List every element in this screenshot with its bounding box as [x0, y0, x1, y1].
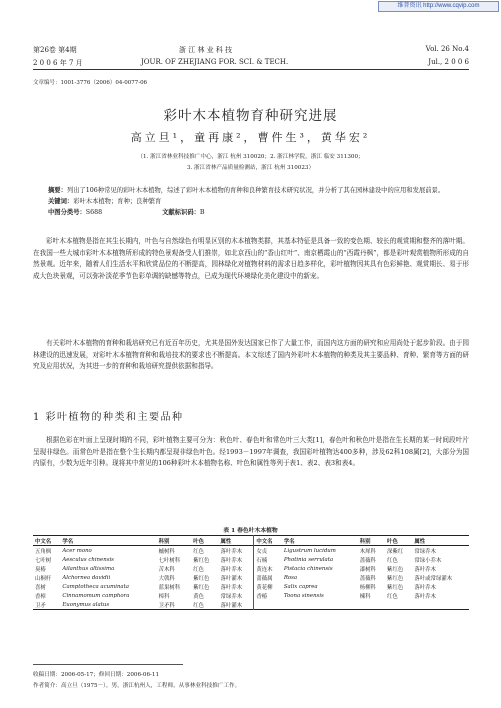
table-cell: 卫矛科 [158, 602, 175, 609]
table-cell: Cinnamomum camphora [62, 592, 130, 599]
col-header: 科别 [158, 538, 170, 545]
table-cell: 蔷薇科 [359, 575, 376, 582]
article-number: 文章编号：1001-3776（2006）04-0077-06 [33, 80, 148, 86]
abstract-text: 列出了106种常见的彩叶木本植物，综述了彩叶木本植物的育种和良种繁育技术研究状况，并分析了其在园林建设中的应用和发展前景。 [66, 187, 445, 194]
abstract [48, 185, 456, 196]
table-cell: 深紫红 [387, 548, 404, 555]
affiliation-line-1: （1. 浙江省林业科技推广中心，浙江 杭州 310020；2. 浙江林学院，浙江 临安 311300； [137, 154, 364, 160]
date-cn: 2 0 0 6 年 7 月 [33, 59, 83, 67]
table-cell: Aesculus chinensis [62, 556, 114, 563]
table-cell: 樟科 [158, 593, 170, 600]
table-cell [282, 600, 358, 610]
table-cell: 七叶树科 [158, 557, 181, 564]
table-cell: Ailanthus altissima [62, 565, 115, 572]
classification [48, 207, 456, 218]
volume-en: Vol. 26 No.4 [425, 45, 469, 53]
table-cell: 女贞 [254, 546, 282, 556]
table-header-row [33, 536, 469, 546]
table-cell: 杨柳科 [359, 584, 376, 591]
keywords [48, 196, 456, 207]
table-row [33, 591, 469, 600]
doc-code: B [199, 209, 205, 216]
table-cell: 红色 [193, 566, 204, 573]
affiliation-line-2: 3. 浙江省林产品质量检测站，浙江 杭州 310023） [186, 165, 315, 171]
footnote-rule [33, 664, 183, 665]
table-cell: 红色 [193, 602, 204, 609]
author-bio: 作者简介：高立旦（1975－），男，浙江杭州人，工程师，从事林业科技推广工作。 [33, 683, 241, 689]
table-cell: 紫红色 [387, 575, 404, 582]
table-cell: 常绿小乔木 [414, 557, 442, 564]
col-header: 中文名 [254, 536, 282, 546]
table-cell: 落叶灌木 [220, 575, 243, 582]
table-cell: 漆树科 [359, 566, 376, 573]
table-cell: 落叶乔木 [414, 584, 436, 591]
table-cell: 紫红色 [193, 557, 210, 564]
col-header: 学名 [62, 538, 74, 545]
table-cell: Alchornea davidii [62, 574, 111, 581]
table-cell: 紫红色 [193, 584, 210, 591]
header-rule [33, 69, 469, 70]
table-cell: Pistacia chinensis [283, 565, 333, 572]
table-cell: 七叶树 [35, 557, 52, 564]
table-cell: 黄连木 [254, 564, 282, 573]
table-cell: Euonymus alatus [62, 601, 110, 608]
table-cell: 臭椿 [35, 566, 46, 573]
table-cell: 落叶乔木 [220, 584, 243, 591]
journal-en: JOUR. OF ZHEJIANG FOR. SCI. & TECH. [141, 58, 289, 66]
table-cell: 喜树 [35, 584, 46, 591]
table-row [33, 573, 469, 582]
table-row [33, 546, 469, 556]
table-cell: 槭树科 [158, 548, 175, 555]
table-cell [254, 600, 282, 610]
table-cell: 木犀科 [359, 548, 376, 555]
table-row [33, 564, 469, 573]
table-cell: 蔷薇属 [254, 573, 282, 582]
table-cell: 红色 [387, 593, 398, 600]
table-1-caption: 表 1 春色叶木本植物 [223, 528, 278, 534]
table-row [33, 555, 469, 564]
table-cell: Ligustrum lucidum [283, 547, 336, 554]
table-cell: 落叶或常绿灌木 [414, 575, 453, 582]
table-cell [412, 600, 469, 610]
table-cell: 落叶乔木 [220, 566, 243, 573]
col-header: 属性 [414, 538, 426, 545]
table-cell: 红色 [387, 557, 398, 564]
table-cell: 蓝果树科 [158, 584, 181, 591]
table-cell: Photinia serrulata [283, 556, 334, 563]
clc-code: S688 [85, 209, 103, 216]
table-cell: Salix caprea [283, 583, 318, 590]
clc-label: 中图分类号： [48, 209, 86, 216]
table-cell: 楝科 [359, 593, 371, 600]
table-cell: 落叶灌木 [220, 602, 243, 609]
table-cell: 卫矛 [35, 602, 46, 609]
table-cell: 落叶乔木 [414, 566, 436, 573]
table-cell [358, 600, 385, 610]
table-cell: 香椿 [254, 591, 282, 600]
table-cell: Rosa [283, 574, 298, 581]
col-header: 学名 [283, 538, 295, 545]
watermark-badge[interactable]: 维普资讯 http://www.cqvip.com [378, 1, 499, 12]
section-1-paragraph: 根据色彩在叶面上呈现时期的不同，彩叶植物主要可分为：秋色叶、春色叶和常色叶三大类[1]，春色叶和秋色叶是指在生长期的某一时间段叶片呈现非绿色。而常色叶是指在整个生长期内都呈现非绿色叶色。经1993－1997年调查，我国彩叶植物达400多种，涉及62科108属[2]，大部分为国内原有，少数为近年引种。现将其中常见的106种彩叶木本植物名称、叶色和属性等列于表1、表2、表3和表4。 [33, 436, 469, 467]
table-cell: 五角枫 [35, 548, 52, 555]
keywords-label: 关键词： [48, 198, 74, 205]
table-cell: 山桐杆 [35, 575, 52, 582]
table-cell: 落叶乔木 [414, 593, 436, 600]
col-header: 叶色 [193, 538, 204, 545]
table-cell: 落叶乔木 [220, 548, 243, 555]
table-cell: 石楠 [254, 555, 282, 564]
table-cell: Toona sinensis [283, 592, 324, 599]
table-cell: 紫红色 [387, 584, 404, 591]
table-row [33, 600, 469, 610]
table-cell [385, 600, 412, 610]
table-cell: 蔷薇科 [359, 557, 376, 564]
table-cell: Camptotheca acuminata [62, 583, 130, 590]
table-cell: 香樟 [35, 593, 46, 600]
table-1 [33, 535, 469, 610]
table-cell: 黄色 [193, 593, 204, 600]
abstract-label: 摘要： [48, 187, 67, 194]
table-row [33, 582, 469, 591]
col-header: 科别 [359, 538, 371, 545]
section-heading-1: 1 彩叶植物的种类和主要品种 [33, 412, 184, 423]
table-cell: 常绿乔木 [220, 593, 243, 600]
table-cell: 紫红色 [193, 575, 210, 582]
col-header: 中文名 [35, 538, 52, 545]
table-cell: 红色 [193, 548, 204, 555]
journal-cn: 浙 江 林 业 科 技 [179, 46, 233, 54]
received-date: 收稿日期：2006-05-17；修回日期：2006-06-11 [33, 672, 160, 678]
table-cell: 常绿乔木 [414, 548, 436, 555]
table-cell: 黄花柳 [254, 582, 282, 591]
keywords-text: 彩叶木本植物；育种；良种繁育 [73, 198, 162, 205]
table-cell: 紫红色 [387, 566, 404, 573]
table-cell: 大戟科 [158, 575, 175, 582]
table-cell: Acer mono [62, 547, 92, 554]
author-list: 高立旦¹，童再康²，曹件生³，黄华宏² [130, 131, 371, 144]
volume-cn: 第26卷 第4期 [33, 46, 77, 54]
col-header: 叶色 [387, 538, 398, 545]
body-paragraph-2: 有关彩叶木本植物的育种和栽培研究已有近百年历史，尤其是国外发达国家已作了大量工作，而国内这方面的研究和应用尚处于起步阶段。由于园林建设的迅速发展，对彩叶木本植物育种和栽培技术的要求也不断提高。本文综述了国内外彩叶木本植物的种类及其主要品种、育种、繁育等方面的研究及应用状况，为其进一步的育种和栽培研究提供依据和指导。 [33, 339, 469, 370]
abstract-block [48, 185, 456, 218]
body-paragraph-1: 彩叶木本植物是指在其生长期内，叶色与自然绿色有明显区别的木本植物类群，其基本特征是具备一致的变色期、较长的观赏期和整齐的落叶期。在我国一些大城市彩叶木本植物所形成的特色景观备受人们推崇，如北京西山的“香山红叶”、南京栖霞山的“西霞丹枫”，都是彩叶观赏植物所形成的自然景观。近年来，随着人们生活水平和欣赏品位的不断提高，园林绿化对植物材料的需求日趋多样化，彩叶植物因其具有色彩鲜艳、观赏期长、易于形成大色块景观，可以弥补淡花季节色彩单调的缺憾等特点，已成为现代环境绿化美化建设中的新宠。 [33, 237, 469, 280]
col-header: 属性 [220, 538, 232, 545]
table-cell: 苦木科 [158, 566, 175, 573]
date-en: Jul., 2 0 0 6 [428, 58, 469, 66]
table-cell: 落叶乔木 [220, 557, 243, 564]
doc-code-label: 文献标识码： [162, 209, 200, 216]
paper-title: 彩叶木本植物育种研究进展 [163, 108, 338, 124]
